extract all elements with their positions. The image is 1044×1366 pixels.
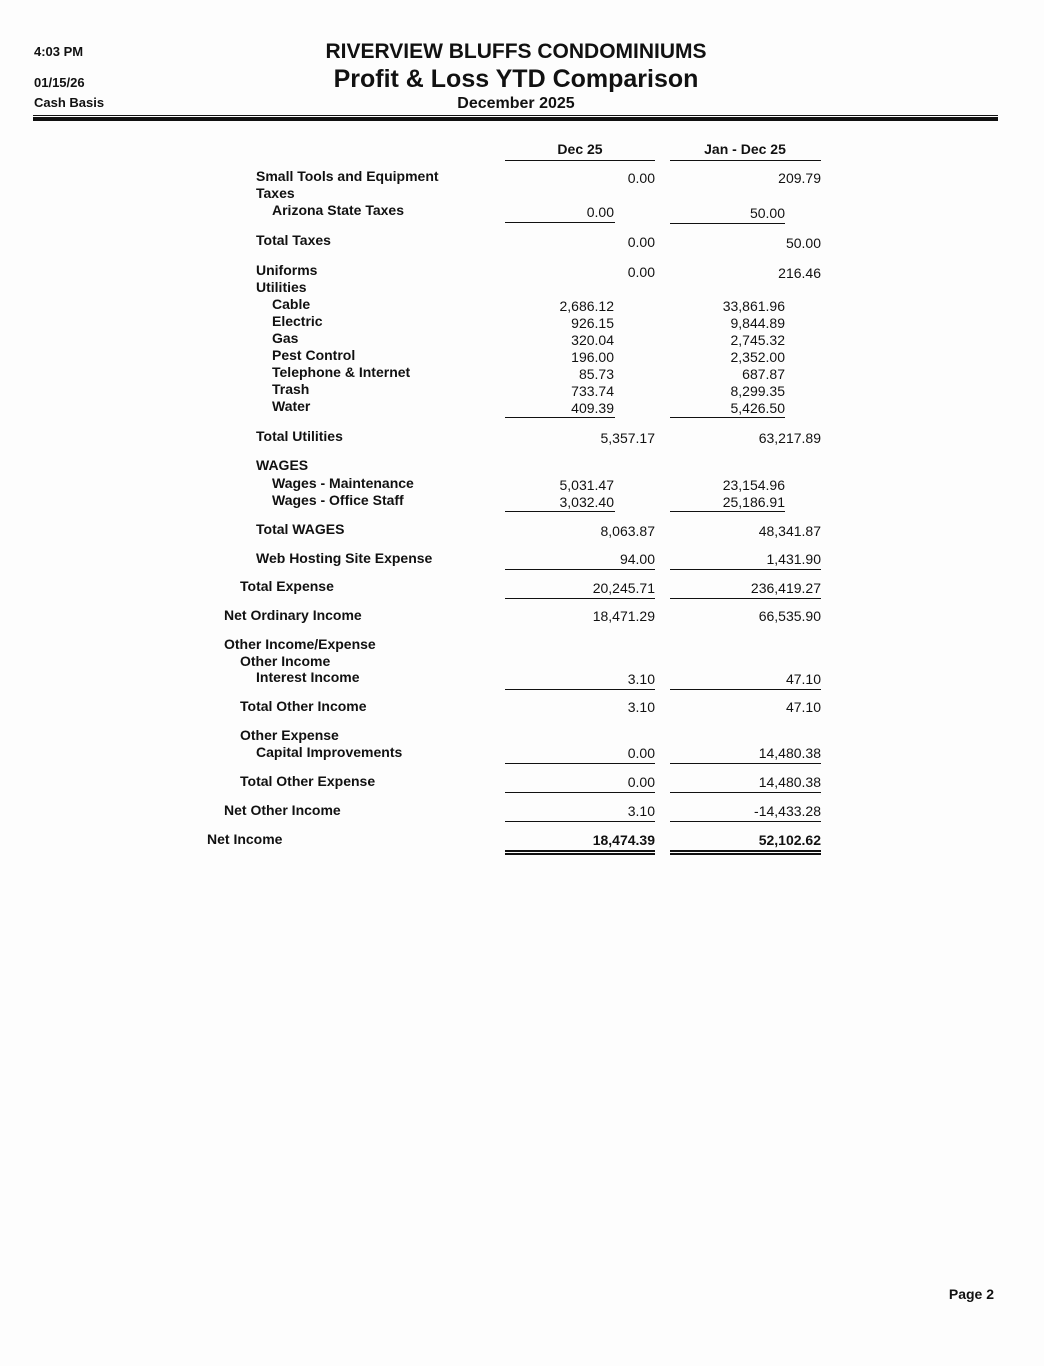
header-rule-thin xyxy=(33,115,998,116)
value-ytd: 47.10 xyxy=(785,671,821,687)
subtotal-line xyxy=(505,689,655,690)
row-label: Uniforms xyxy=(256,262,318,278)
row-label: Wages - Maintenance xyxy=(272,475,414,491)
subtotal-line xyxy=(670,792,821,793)
value-current: 0.00 xyxy=(627,264,655,280)
row-label: Web Hosting Site Expense xyxy=(256,550,433,566)
row-label: Total Taxes xyxy=(256,232,331,248)
value-current: 5,357.17 xyxy=(600,430,655,446)
report-date: 01/15/26 xyxy=(34,75,85,90)
value-ytd: -14,433.28 xyxy=(754,803,821,819)
value-ytd: 14,480.38 xyxy=(758,774,821,790)
value-current: 5,031.47 xyxy=(559,477,614,493)
grand-total-double-line xyxy=(670,850,821,855)
row-label: Water xyxy=(272,398,311,414)
value-current: 3.10 xyxy=(627,803,655,819)
row-label: Total Other Income xyxy=(240,698,367,714)
row-label: Capital Improvements xyxy=(256,744,403,760)
subtotal-line xyxy=(505,821,655,822)
row-label: Electric xyxy=(272,313,323,329)
value-ytd: 52,102.62 xyxy=(758,832,821,848)
subtotal-line xyxy=(505,222,615,223)
subtotal-line xyxy=(670,598,821,599)
value-ytd: 216.46 xyxy=(778,265,821,281)
value-current: 409.39 xyxy=(571,400,614,416)
subtotal-line xyxy=(505,792,655,793)
value-current: 8,063.87 xyxy=(600,523,655,539)
value-ytd: 66,535.90 xyxy=(758,608,821,624)
row-label: Net Ordinary Income xyxy=(224,607,362,623)
subtotal-line xyxy=(670,417,785,418)
value-ytd: 9,844.89 xyxy=(730,315,785,331)
value-current: 3,032.40 xyxy=(559,494,614,510)
column-header-underline xyxy=(670,160,821,161)
value-ytd: 5,426.50 xyxy=(730,400,785,416)
row-label: Telephone & Internet xyxy=(272,364,411,380)
page-number: Page 2 xyxy=(948,1286,994,1302)
value-ytd: 50.00 xyxy=(785,235,821,251)
column-header-ytd: Jan - Dec 25 xyxy=(704,141,786,157)
subtotal-line xyxy=(505,763,655,764)
value-current: 85.73 xyxy=(578,366,614,382)
subtotal-line xyxy=(505,511,615,512)
subtotal-line xyxy=(670,763,821,764)
value-current: 3.10 xyxy=(627,671,655,687)
row-label: Other Income/Expense xyxy=(224,636,376,652)
subtotal-line xyxy=(670,689,821,690)
report-title: Profit & Loss YTD Comparison xyxy=(333,65,699,93)
value-current: 733.74 xyxy=(571,383,614,399)
value-ytd: 2,745.32 xyxy=(730,332,785,348)
value-current: 20,245.71 xyxy=(592,580,655,596)
value-current: 926.15 xyxy=(571,315,614,331)
row-label: Interest Income xyxy=(256,669,360,685)
subtotal-line xyxy=(505,598,655,599)
value-ytd: 2,352.00 xyxy=(730,349,785,365)
company-name: RIVERVIEW BLUFFS CONDOMINIUMS xyxy=(325,40,707,63)
subtotal-line xyxy=(670,511,785,512)
report-period: December 2025 xyxy=(457,95,575,112)
value-current: 3.10 xyxy=(627,699,655,715)
subtotal-line xyxy=(670,223,785,224)
value-current: 18,471.29 xyxy=(592,608,655,624)
value-current: 94.00 xyxy=(619,551,655,567)
row-label: Other Expense xyxy=(240,727,339,743)
row-label: Other Income xyxy=(240,653,331,669)
value-current: 2,686.12 xyxy=(559,298,614,314)
row-label: Taxes xyxy=(256,185,295,201)
value-ytd: 48,341.87 xyxy=(758,523,821,539)
value-current: 0.00 xyxy=(627,774,655,790)
column-header-underline xyxy=(505,160,655,161)
value-ytd: 209.79 xyxy=(778,170,821,186)
value-ytd: 33,861.96 xyxy=(722,298,785,314)
subtotal-line xyxy=(505,417,615,418)
row-label: Total WAGES xyxy=(256,521,345,537)
value-current: 0.00 xyxy=(627,234,655,250)
value-ytd: 687.87 xyxy=(742,366,785,382)
row-label: Small Tools and Equipment xyxy=(256,168,439,184)
value-ytd: 25,186.91 xyxy=(722,494,785,510)
value-current: 0.00 xyxy=(627,170,655,186)
row-label: Arizona State Taxes xyxy=(272,202,405,218)
row-label: Net Other Income xyxy=(224,802,341,818)
value-current: 0.00 xyxy=(627,745,655,761)
value-current: 196.00 xyxy=(571,349,614,365)
row-label: Pest Control xyxy=(272,347,356,363)
row-label: WAGES xyxy=(256,457,309,473)
value-ytd: 63,217.89 xyxy=(758,430,821,446)
value-ytd: 14,480.38 xyxy=(758,745,821,761)
row-label: Gas xyxy=(272,330,299,346)
row-label: Utilities xyxy=(256,279,307,295)
value-ytd: 8,299.35 xyxy=(730,383,785,399)
header-rule-thick xyxy=(33,117,998,121)
value-ytd: 47.10 xyxy=(785,699,821,715)
report-basis: Cash Basis xyxy=(34,95,105,110)
row-label: Total Expense xyxy=(240,578,334,594)
value-current: 18,474.39 xyxy=(592,832,655,848)
row-label: Total Utilities xyxy=(256,428,343,444)
row-label: Total Other Expense xyxy=(240,773,376,789)
value-ytd: 50.00 xyxy=(749,205,785,221)
row-label: Wages - Office Staff xyxy=(272,492,404,508)
value-current: 320.04 xyxy=(571,332,614,348)
value-ytd: 1,431.90 xyxy=(766,551,821,567)
subtotal-line xyxy=(670,821,821,822)
value-ytd: 23,154.96 xyxy=(722,477,785,493)
row-label: Net Income xyxy=(207,831,283,847)
value-ytd: 236,419.27 xyxy=(750,580,821,596)
value-current: 0.00 xyxy=(586,204,614,220)
grand-total-double-line xyxy=(505,850,655,855)
subtotal-line xyxy=(505,569,655,570)
row-label: Trash xyxy=(272,381,310,397)
subtotal-line xyxy=(670,569,821,570)
column-header-current: Dec 25 xyxy=(557,141,603,157)
report-time: 4:03 PM xyxy=(34,44,84,59)
row-label: Cable xyxy=(272,296,311,312)
